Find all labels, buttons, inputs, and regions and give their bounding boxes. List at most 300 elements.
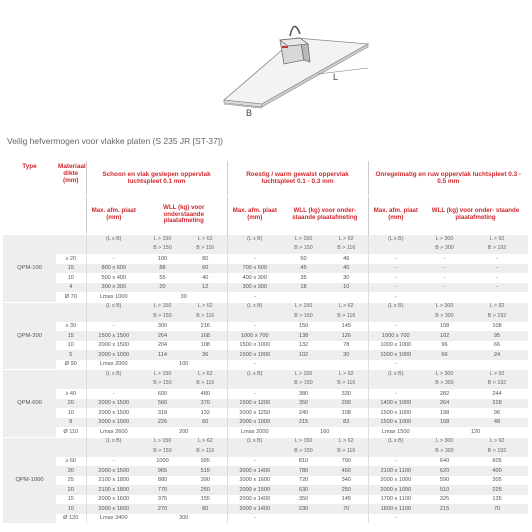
cell: 70 — [325, 504, 368, 514]
capacity-table — [3, 161, 528, 523]
cell: 380 — [282, 389, 325, 399]
header-group-rough: Onregelmatig en ruw oppervlak luchtspleet 0.3 - 0.5 mm — [368, 161, 528, 196]
cell: - — [86, 457, 141, 467]
cell: 225 — [466, 485, 528, 495]
subheader-cell: B > 116 — [184, 245, 227, 255]
cell: 600 — [141, 389, 184, 399]
table-row — [3, 331, 528, 341]
header-wll-3: WLL (kg) voor onder- staande plaatafmeting — [431, 207, 520, 221]
cell: 305 — [466, 476, 528, 486]
cell: 30 — [141, 292, 227, 302]
cell: 630 — [282, 485, 325, 495]
cell: - — [368, 457, 423, 467]
table-row — [3, 408, 528, 418]
cell: - — [423, 273, 466, 283]
header-max-afm-3: Max. afm. plaat (mm) — [368, 196, 423, 235]
cell: 55 — [141, 273, 184, 283]
subheader-cell: L > 92 — [466, 437, 528, 447]
subheader-blank — [56, 380, 86, 390]
table-row — [3, 399, 528, 409]
cell: 100 — [141, 254, 184, 264]
subheader-cell: L > 62 — [184, 235, 227, 245]
cell: 300 — [141, 322, 184, 332]
cell: 2000 x 1000 — [227, 418, 282, 428]
table-row — [3, 466, 528, 476]
subheader-cell: B > 116 — [325, 380, 368, 390]
cell: 48 — [466, 418, 528, 428]
cell: 230 — [282, 504, 325, 514]
subheader-cell — [368, 380, 423, 390]
cell: - — [227, 254, 282, 264]
subheader-cell: B > 150 — [282, 312, 325, 322]
subheader-cell: L > 62 — [325, 437, 368, 447]
model-type: QPM-1000 — [3, 437, 56, 523]
subheader-row — [3, 437, 528, 447]
cell: 198 — [423, 408, 466, 418]
subheader-row — [3, 370, 528, 380]
cell: - — [368, 389, 423, 399]
lifting-magnet-icon — [280, 26, 310, 64]
subheader-cell: B > 300 — [423, 380, 466, 390]
cell: 35 — [282, 273, 325, 283]
subheader-cell: L > 150 — [282, 370, 325, 380]
cell: 102 — [282, 350, 325, 360]
cell: 216 — [184, 322, 227, 332]
cell: - — [368, 514, 423, 524]
subheader-cell: L > 300 — [423, 370, 466, 380]
cell: 114 — [141, 350, 184, 360]
subheader-cell: L > 62 — [184, 437, 227, 447]
cell: 264 — [423, 399, 466, 409]
cell: 720 — [282, 476, 325, 486]
subheader-cell: L > 150 — [141, 302, 184, 312]
cell: 330 — [325, 389, 368, 399]
cell: - — [423, 283, 466, 293]
cell: 2000 x 1500 — [86, 399, 141, 409]
cell: 290 — [325, 399, 368, 409]
cell: Lmax 1500 — [368, 427, 423, 437]
cell — [282, 292, 368, 302]
table-row — [3, 427, 528, 437]
cell: - — [368, 322, 423, 332]
cell: 108 — [466, 322, 528, 332]
subheader-cell: B > 150 — [282, 245, 325, 255]
cell: 300 x 300 — [86, 283, 141, 293]
subheader-row — [3, 380, 528, 390]
subheader-cell: (L x B) — [368, 437, 423, 447]
subheader-cell — [86, 447, 141, 457]
table-row — [3, 322, 528, 332]
subheader-cell — [227, 312, 282, 322]
cell: 96 — [466, 408, 528, 418]
cell: 45 — [282, 264, 325, 274]
cell: 2000 x 1600 — [227, 476, 282, 486]
cell: 80 — [184, 254, 227, 264]
cell: 145 — [325, 495, 368, 505]
subheader-cell: L > 92 — [466, 370, 528, 380]
cell: 226 — [141, 418, 184, 428]
subheader-row — [3, 447, 528, 457]
cell: - — [227, 360, 282, 370]
table-row — [3, 476, 528, 486]
dikte-cell: 8 — [56, 418, 86, 428]
cell: 1400 x 1000 — [368, 399, 423, 409]
cell — [423, 360, 528, 370]
cell: 36 — [184, 350, 227, 360]
cell: 510 — [423, 485, 466, 495]
subheader-row — [3, 302, 528, 312]
cell: Lmax 2600 — [86, 427, 141, 437]
subheader-cell: B > 150 — [282, 380, 325, 390]
cell: 2000 x 1500 — [86, 408, 141, 418]
cell: 155 — [184, 495, 227, 505]
cell: - — [368, 264, 423, 274]
cell — [423, 514, 528, 524]
subheader-blank — [56, 370, 86, 380]
subheader-cell: B > 116 — [325, 312, 368, 322]
cell: 2000 x 1000 — [368, 476, 423, 486]
cell: 965 — [141, 466, 184, 476]
table-row — [3, 341, 528, 351]
cell: 18 — [282, 283, 325, 293]
dikte-cell: 15 — [56, 331, 86, 341]
dikte-cell: Ø 110 — [56, 427, 86, 437]
cell: 160 — [282, 427, 368, 437]
cell: 2000 x 1400 — [227, 504, 282, 514]
cell: 228 — [466, 399, 528, 409]
cell — [423, 292, 528, 302]
dikte-cell: ≥ 60 — [56, 457, 86, 467]
cell: - — [368, 360, 423, 370]
cell: 60 — [184, 418, 227, 428]
table-row — [3, 418, 528, 428]
cell: 60 — [184, 264, 227, 274]
cell: - — [227, 292, 282, 302]
cell: 100 — [141, 360, 227, 370]
subheader-cell: B > 116 — [184, 447, 227, 457]
dikte-cell: 15 — [56, 264, 86, 274]
cell: 2000 x 1400 — [227, 466, 282, 476]
header-wll-1: WLL (kg) voor onderstaande plaatafmeting — [163, 203, 205, 225]
subheader-cell: L > 150 — [282, 302, 325, 312]
table-row — [3, 360, 528, 370]
cell: - — [466, 273, 528, 283]
dikte-cell: 5 — [56, 350, 86, 360]
cell: - — [86, 322, 141, 332]
subheader-cell: B > 192 — [466, 447, 528, 457]
cell: 215 — [423, 504, 466, 514]
cell: 270 — [141, 504, 184, 514]
subheader-cell: (L x B) — [227, 235, 282, 245]
cell: 810 — [282, 457, 325, 467]
subheader-row — [3, 245, 528, 255]
subheader-cell: L > 150 — [141, 437, 184, 447]
cell: 1000 x 700 — [227, 331, 282, 341]
cell: 1000 x 1000 — [368, 350, 423, 360]
cell: - — [423, 264, 466, 274]
table-caption: Veilig hefvermogen voor vlakke platen (S 235 JR [ST-37]) — [7, 136, 223, 146]
subheader-cell: L > 62 — [325, 235, 368, 245]
subheader-cell: L > 92 — [466, 302, 528, 312]
cell: - — [466, 283, 528, 293]
cell: 340 — [325, 476, 368, 486]
subheader-cell: B > 116 — [325, 245, 368, 255]
cell: 640 — [423, 457, 466, 467]
dikte-cell: ≥ 40 — [56, 389, 86, 399]
cell: 1500 x 1000 — [227, 350, 282, 360]
header-type: Type — [3, 161, 56, 235]
cell: 135 — [466, 495, 528, 505]
cell: 40 — [325, 264, 368, 274]
cell: 780 — [282, 466, 325, 476]
subheader-cell — [86, 312, 141, 322]
subheader-cell: (L x B) — [368, 302, 423, 312]
subheader-cell: L > 62 — [184, 370, 227, 380]
cell: 66 — [466, 341, 528, 351]
table-row — [3, 254, 528, 264]
cell: 300 — [141, 514, 227, 524]
cell: 30 — [325, 273, 368, 283]
subheader-cell: (L x B) — [368, 235, 423, 245]
subheader-cell: B > 192 — [466, 312, 528, 322]
cell: 325 — [423, 495, 466, 505]
cell: 95 — [466, 331, 528, 341]
cell: 515 — [184, 466, 227, 476]
cell: 2100 x 1800 — [86, 485, 141, 495]
cell: 200 — [141, 427, 227, 437]
cell: 1000 — [141, 457, 184, 467]
header-wll-2: WLL (kg) voor onder- staande plaatafmeting — [292, 207, 358, 221]
subheader-cell: B > 150 — [282, 447, 325, 457]
table-row — [3, 495, 528, 505]
subheader-cell: (L x B) — [227, 437, 282, 447]
table-body — [3, 235, 528, 524]
cell: Lmax 2000 — [227, 427, 282, 437]
cell: 2000 x 1500 — [86, 341, 141, 351]
cell: 350 — [282, 495, 325, 505]
subheader-cell: L > 150 — [141, 370, 184, 380]
header-group-clean: Schoon en vlak geslepen oppervlak luchtspleet 0.1 mm — [86, 161, 227, 196]
subheader-cell — [227, 245, 282, 255]
subheader-cell: L > 300 — [423, 437, 466, 447]
dikte-cell: Ø 120 — [56, 514, 86, 524]
subheader-cell: L > 150 — [282, 235, 325, 245]
subheader-cell — [86, 380, 141, 390]
cell: - — [227, 514, 282, 524]
subheader-cell: B > 192 — [466, 380, 528, 390]
table-row — [3, 264, 528, 274]
subheader-cell: (L x B) — [227, 302, 282, 312]
cell: - — [227, 457, 282, 467]
cell: 204 — [141, 341, 184, 351]
dikte-cell: ≥ 30 — [56, 322, 86, 332]
model-type: QPM-600 — [3, 370, 56, 438]
cell: 1500 x 1000 — [368, 418, 423, 428]
cell: 132 — [282, 341, 325, 351]
cell: 250 — [184, 485, 227, 495]
cell: 770 — [141, 485, 184, 495]
cell: 168 — [184, 331, 227, 341]
cell: 70 — [466, 504, 528, 514]
subheader-cell: L > 62 — [325, 370, 368, 380]
subheader-cell: B > 300 — [423, 245, 466, 255]
cell: 2000 x 1400 — [227, 495, 282, 505]
cell: 2000 x 1600 — [86, 495, 141, 505]
cell — [282, 514, 368, 524]
subheader-cell: L > 300 — [423, 235, 466, 245]
cell: 318 — [141, 408, 184, 418]
subheader-cell — [368, 312, 423, 322]
subheader-cell: L > 62 — [184, 302, 227, 312]
cell: 880 — [141, 476, 184, 486]
dikte-cell: 10 — [56, 504, 86, 514]
cell: - — [368, 254, 423, 264]
cell: 30 — [325, 350, 368, 360]
dikte-cell: 10 — [56, 408, 86, 418]
cell: 264 — [141, 331, 184, 341]
subheader-cell: B > 150 — [141, 380, 184, 390]
cell: 2000 x 1250 — [227, 408, 282, 418]
subheader-cell: (L x B) — [227, 370, 282, 380]
subheader-cell — [86, 245, 141, 255]
table-row — [3, 389, 528, 399]
cell: 1500 x 1000 — [368, 408, 423, 418]
subheader-cell: B > 116 — [184, 312, 227, 322]
subheader-blank — [56, 302, 86, 312]
subheader-cell: B > 150 — [141, 312, 184, 322]
cell: 24 — [466, 350, 528, 360]
cell: 2100 x 1800 — [86, 476, 141, 486]
cell: 1500 x 1500 — [86, 331, 141, 341]
cell: - — [368, 292, 423, 302]
cell: 50 — [282, 254, 325, 264]
dikte-cell: 4 — [56, 283, 86, 293]
cell: - — [86, 389, 141, 399]
cell: - — [86, 254, 141, 264]
header-dikte: Materiaal dikte (mm) — [56, 161, 86, 235]
cell: 1500 x 1000 — [227, 341, 282, 351]
cell: 120 — [423, 427, 528, 437]
table-row — [3, 514, 528, 524]
dikte-cell: 15 — [56, 495, 86, 505]
cell: Lmax 2000 — [86, 360, 141, 370]
subheader-cell: B > 116 — [184, 380, 227, 390]
subheader-cell: B > 192 — [466, 245, 528, 255]
cell: 300 x 300 — [227, 283, 282, 293]
subheader-cell: B > 300 — [423, 447, 466, 457]
table-row — [3, 485, 528, 495]
cell: 83 — [325, 418, 368, 428]
cell: 1000 x 700 — [368, 331, 423, 341]
header-max-afm-2: Max. afm. plaat (mm) — [227, 196, 282, 235]
dikte-cell: 30 — [56, 466, 86, 476]
cell: 150 — [282, 322, 325, 332]
subheader-cell: (L x B) — [86, 235, 141, 245]
cell: 88 — [141, 264, 184, 274]
cell: 108 — [325, 408, 368, 418]
subheader-row — [3, 235, 528, 245]
cell: 700 x 500 — [227, 264, 282, 274]
dikte-cell: Ø 90 — [56, 360, 86, 370]
cell: 390 — [184, 476, 227, 486]
cell: 2100 x 1100 — [368, 466, 423, 476]
cell: - — [368, 273, 423, 283]
subheader-blank — [56, 235, 86, 245]
label-b: B — [246, 108, 253, 118]
cell: 132 — [184, 408, 227, 418]
subheader-cell: (L x B) — [86, 302, 141, 312]
cell: 480 — [184, 389, 227, 399]
cell: 108 — [423, 322, 466, 332]
subheader-cell: B > 150 — [141, 447, 184, 457]
subheader-cell — [227, 447, 282, 457]
subheader-cell: B > 116 — [325, 447, 368, 457]
header-group-rusty: Roestig / warm gewalst oppervlak luchtspleet 0.1 - 0.3 mm — [227, 161, 368, 196]
cell: 400 — [466, 466, 528, 476]
subheader-cell: B > 150 — [141, 245, 184, 255]
cell: 1500 x 1200 — [227, 399, 282, 409]
cell: 2000 x 1000 — [86, 350, 141, 360]
cell: 145 — [325, 322, 368, 332]
cell: 78 — [325, 341, 368, 351]
cell: 10 — [325, 283, 368, 293]
cell: Lmax 1000 — [86, 292, 141, 302]
cell: 138 — [282, 331, 325, 341]
subheader-blank — [56, 245, 86, 255]
cell: 2000 x 1000 — [368, 485, 423, 495]
cell: 1000 x 1000 — [368, 341, 423, 351]
subheader-cell — [368, 447, 423, 457]
cell: - — [466, 254, 528, 264]
table-row — [3, 283, 528, 293]
cell: 2000 x 1500 — [86, 466, 141, 476]
cell: 560 — [141, 399, 184, 409]
subheader-blank — [56, 447, 86, 457]
cell: 40 — [184, 273, 227, 283]
cell: 2000 x 1500 — [227, 485, 282, 495]
dikte-cell: 20 — [56, 399, 86, 409]
cell: 605 — [466, 457, 528, 467]
dikte-cell: 20 — [56, 485, 86, 495]
subheader-cell: L > 150 — [282, 437, 325, 447]
cell: 790 — [325, 457, 368, 467]
subheader-cell: (L x B) — [86, 437, 141, 447]
subheader-cell: L > 150 — [141, 235, 184, 245]
cell: 102 — [423, 331, 466, 341]
lifting-magnet-plate-illustration — [200, 0, 400, 120]
subheader-blank — [56, 437, 86, 447]
cell: 400 x 300 — [227, 273, 282, 283]
cell: 590 — [423, 476, 466, 486]
cell: 96 — [423, 341, 466, 351]
cell: 1600 x 1100 — [368, 504, 423, 514]
subheader-cell: L > 92 — [466, 235, 528, 245]
subheader-cell: B > 300 — [423, 312, 466, 322]
cell: 620 — [423, 466, 466, 476]
cell: 800 x 600 — [86, 264, 141, 274]
cell: - — [423, 254, 466, 264]
subheader-cell: (L x B) — [368, 370, 423, 380]
table-row — [3, 504, 528, 514]
cell: 244 — [466, 389, 528, 399]
cell: 1700 x 1100 — [368, 495, 423, 505]
cell: 126 — [325, 331, 368, 341]
cell: 2000 x 1600 — [86, 504, 141, 514]
cell: 66 — [423, 350, 466, 360]
cell: 350 — [282, 399, 325, 409]
dikte-cell: 10 — [56, 341, 86, 351]
table-row — [3, 350, 528, 360]
